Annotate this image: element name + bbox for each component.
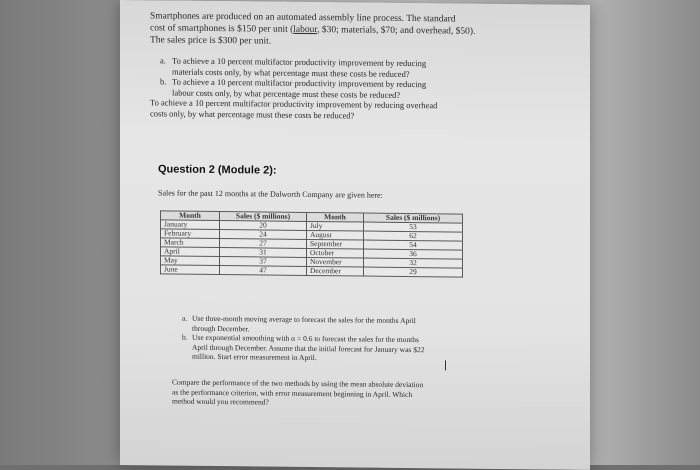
month-cell: October: [307, 248, 364, 258]
sales-cell: 54: [364, 240, 463, 250]
month-cell: June: [161, 265, 220, 275]
sales-cell: 27: [220, 239, 307, 249]
sales-cell: 31: [220, 248, 307, 258]
list-marker: b.: [182, 332, 188, 342]
list-item: [182, 333, 424, 364]
sales-cell: 47: [220, 266, 307, 276]
month-cell: July: [307, 221, 364, 231]
sales-cell: 32: [364, 258, 463, 268]
month-cell: February: [161, 229, 220, 239]
sales-cell: 62: [364, 231, 463, 241]
month-cell: November: [307, 257, 364, 267]
month-cell: May: [161, 256, 220, 266]
sales-cell: 53: [364, 222, 463, 232]
month-cell: January: [161, 220, 220, 230]
labour-underlined: labour: [293, 24, 318, 36]
month-cell: September: [307, 239, 364, 249]
document-page: [120, 0, 590, 470]
col-header: Month: [161, 211, 220, 221]
month-cell: August: [307, 230, 364, 240]
list-item-line: To achieve a 10 percent multifactor productivity improvement by reducing: [172, 55, 427, 69]
extra-line: costs only, by what percentage must these costs be reduced?: [150, 107, 355, 120]
list-marker: a.: [182, 313, 188, 323]
month-cell: March: [161, 238, 220, 248]
list-item-line: labour costs only, by what percentage must these costs be reduced?: [172, 87, 401, 100]
problem1-extra: [150, 97, 437, 121]
intro-line-part: , $30; materials, $70; and overhead, $50).: [317, 25, 476, 37]
intro-line: The sales price is $300 per unit.: [150, 35, 272, 47]
compare-line: as the performance criterion, with error measurement beginning in April. Which: [172, 387, 413, 399]
month-cell: April: [161, 247, 220, 257]
text-cursor: [445, 360, 446, 370]
list-item-line: Use exponential smoothing with α = 0.6 to forecast the sales for the months: [192, 332, 419, 345]
sales-cell: 36: [364, 249, 463, 259]
problem1-list: [150, 55, 438, 121]
compare-paragraph: [172, 378, 423, 409]
sales-table: [160, 210, 463, 277]
intro-line-part: cost of smartphones is $150 per unit (: [150, 23, 294, 35]
sales-cell: 20: [220, 221, 307, 231]
sales-cell: 24: [220, 230, 307, 240]
problem1-intro: [150, 10, 475, 49]
list-marker: b.: [160, 76, 167, 87]
list-item: [160, 55, 437, 79]
list-item-line: materials costs only, by what percentage must these costs be reduced?: [172, 66, 410, 79]
list-item-line: To achieve a 10 percent multifactor productivity improvement by reducing: [172, 76, 427, 90]
extra-line: To achieve a 10 percent multifactor productivity improvement by reducing overhead: [150, 97, 438, 111]
list-item: [160, 76, 437, 100]
month-cell: December: [307, 266, 364, 276]
compare-line: Compare the performance of the two methods by using the mean absolute deviation: [172, 377, 424, 390]
list-item-line: April through December. Assume that the initial forecast for January was $22: [192, 342, 425, 354]
question2-list: [182, 314, 424, 364]
sales-cell: 37: [220, 257, 307, 267]
question2-heading: Question 2 (Module 2):: [158, 163, 277, 177]
list-marker: a.: [160, 55, 166, 66]
col-header: Sales ($ millions): [364, 213, 463, 223]
sales-cell: 29: [364, 267, 463, 277]
list-item-line: million. Start error measurement in April.: [192, 351, 317, 363]
compare-line: method would you recommend?: [172, 396, 269, 407]
list-item-line: through December.: [192, 323, 250, 333]
list-item-line: Use three-month moving average to forecast the sales for the months April: [192, 313, 416, 326]
col-header: Month: [307, 212, 364, 222]
col-header: Sales ($ millions): [220, 212, 307, 222]
intro-line: Smartphones are produced on an automated assembly line process. The standard: [150, 11, 456, 25]
list-item: [182, 314, 424, 336]
table-row: [161, 265, 463, 277]
question2-subtitle: Sales for the past 12 months at the Dalworth Company are given here:: [158, 188, 383, 200]
